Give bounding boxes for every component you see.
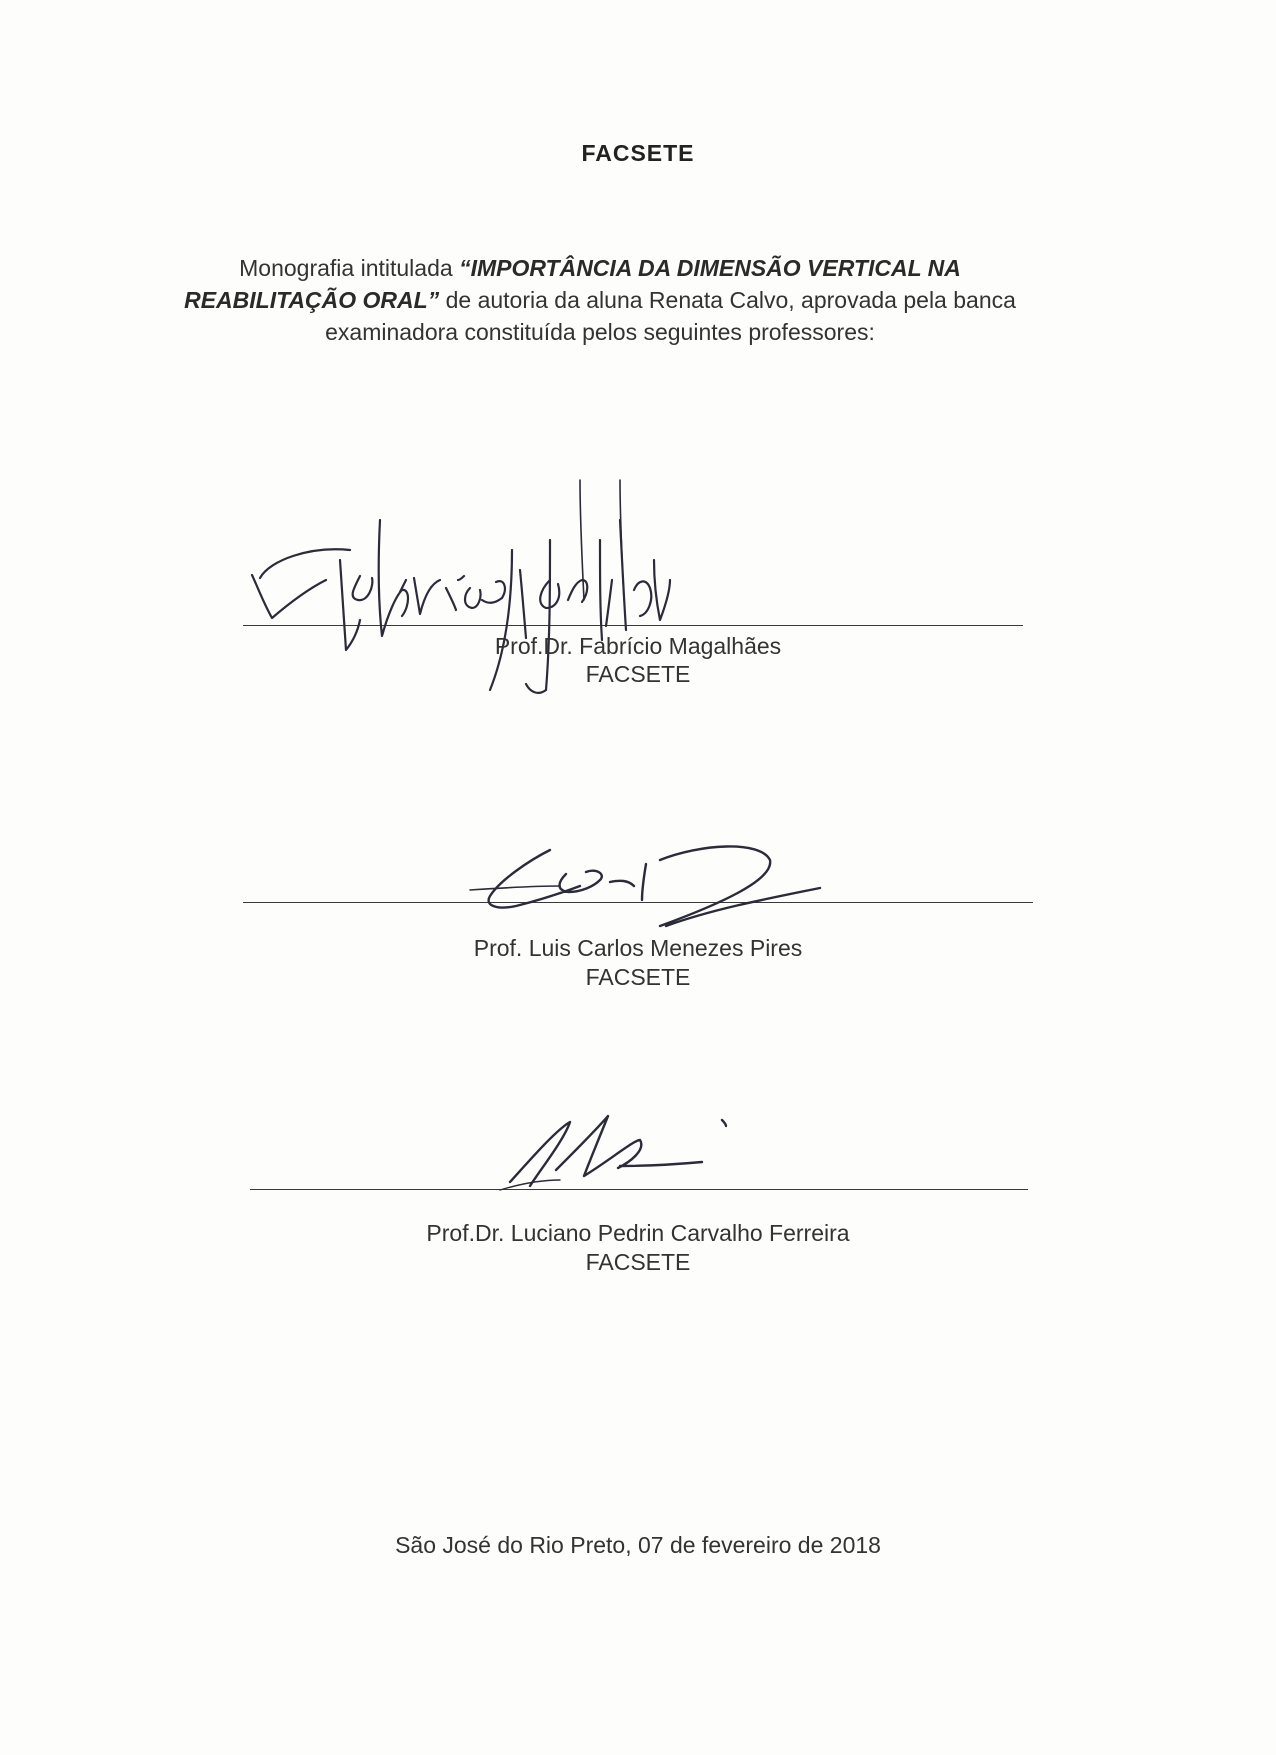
signatory-2-institution: FACSETE	[585, 964, 691, 990]
signatory-2-name: Prof. Luis Carlos Menezes Pires	[473, 935, 803, 961]
signature-2-handwritten	[470, 830, 830, 940]
signatory-3-institution: FACSETE	[585, 1249, 691, 1275]
signatory-3-name: Prof.Dr. Luciano Pedrin Carvalho Ferreira	[426, 1220, 850, 1246]
signatory-1-institution: FACSETE	[585, 661, 691, 687]
signatory-1-name: Prof.Dr. Fabrício Magalhães	[494, 633, 782, 659]
approval-statement	[170, 252, 1030, 348]
place-and-date: São José do Rio Preto, 07 de fevereiro de 2018	[395, 1532, 881, 1558]
intro-prefix: Monografia intitulada	[239, 255, 460, 281]
page-header-institution: FACSETE	[581, 140, 695, 166]
monograph-title: “IMPORTÂNCIA DA DIMENSÃO VERTICAL NA REABILITAÇÃO ORAL”	[184, 255, 961, 313]
signature-3-handwritten	[500, 1110, 740, 1200]
intro-suffix: de autoria da aluna Renata Calvo, aprovada pela banca examinadora constituída pelos seguintes professores:	[325, 287, 1016, 345]
